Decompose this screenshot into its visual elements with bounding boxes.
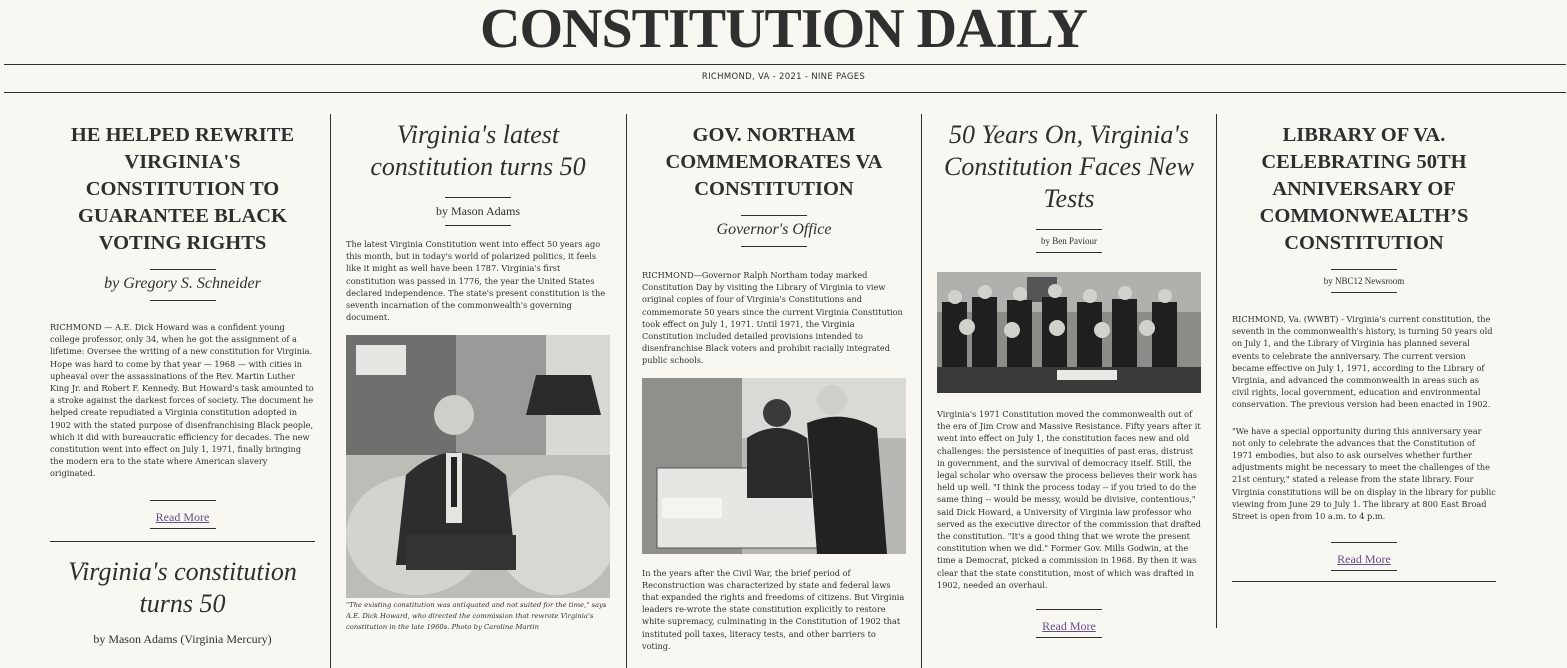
article-photo <box>642 378 906 554</box>
article-body: The latest Virginia Constitution went into effect 50 years ago this month, but in today's world of polarized politics, it feels like it might as well have been 1787. Virginia's first constitution was passed in 1776, the year the United States declared independence. The state's present constitution is the seventh incarnation of the commonwealth's governing document. <box>346 239 606 323</box>
divider <box>1036 252 1102 253</box>
divider <box>445 225 511 226</box>
article-headline: 50 Years On, Virginia's Constitution Faces New Tests <box>944 120 1194 213</box>
article-body: In the years after the Civil War, the brief period of Reconstruction was characterized by state and federal laws that expanded the rights and freedoms of citizens. But Virginia leaders re-wrote the state constitution explicitly to restore white supremacy, culminating in the Constitution of 1902 that instituted poll taxes, literacy tests, and other barriers to voting. <box>642 567 905 651</box>
article-byline: Governor's Office <box>716 221 832 238</box>
column-divider <box>626 114 627 668</box>
article-headline: GOV. NORTHAM COMMEMORATES VA CONSTITUTION <box>665 124 883 200</box>
article-byline: by Mason Adams (Virginia Mercury) <box>93 631 272 646</box>
column-divider <box>330 114 331 668</box>
portrait-photo <box>346 335 610 598</box>
divider <box>1036 229 1102 230</box>
divider <box>1331 269 1397 270</box>
divider <box>150 269 216 270</box>
divider <box>1331 292 1397 293</box>
divider <box>1036 637 1102 638</box>
governor-photo <box>642 378 906 554</box>
article-column-4 <box>937 114 1201 668</box>
read-more-link[interactable]: Read More <box>1042 619 1096 634</box>
article-body: RICHMOND, Va. (WWBT) - Virginia's current constitution, the seventh in the commonwealth's history, is turning 50 years old on July 1, and the Library of Virginia has planned several events to celebrate the anniversary. The current version became effective on July 1, 1971, according to the Library of Virginia, and advanced the commonwealth in areas such as civil rights, local government, education and environmental conservation. The previous version had been enacted in 1902. <box>1232 314 1493 410</box>
read-more-link[interactable]: Read More <box>155 509 210 524</box>
section-rule <box>1232 581 1496 582</box>
article-photo <box>937 272 1201 393</box>
article-byline: by Ben Paviour <box>1041 236 1097 246</box>
article-column-5 <box>1232 114 1496 668</box>
article-headline: LIBRARY OF VA. CELEBRATING 50TH ANNIVERSARY OF COMMONWEALTH’S CONSTITUTION <box>1259 124 1469 254</box>
article-body: "We have a special opportunity during this anniversary year not only to celebrate the advances that the Constitution of 1971 embodies, but also to ask ourselves whether further adjustments might be necessary to meet the challenges of the 21st century," stated a release from the state library. Four Virginia constitutions will be on display in the library for public viewing from June 29 to July 1. The library at 800 East Broad Street is open from 10 a.m. to 4 p.m. <box>1232 425 1496 522</box>
section-rule <box>50 541 315 542</box>
masthead-rule-bottom <box>4 92 1566 93</box>
divider <box>741 246 807 247</box>
divider <box>1331 570 1397 571</box>
divider <box>150 528 216 529</box>
divider <box>150 300 216 301</box>
divider <box>1036 609 1102 610</box>
divider <box>741 215 807 216</box>
divider <box>1331 542 1397 543</box>
masthead-title: CONSTITUTION DAILY <box>480 0 1087 60</box>
commission-photo <box>937 272 1201 393</box>
masthead-subtitle: RICHMOND, VA - 2021 - NINE PAGES <box>701 72 866 82</box>
divider <box>150 500 216 501</box>
column-divider <box>921 114 922 668</box>
article-headline: Virginia's constitution turns 50 <box>68 556 297 618</box>
article-photo <box>346 335 610 598</box>
column-divider <box>1216 114 1217 628</box>
article-column-3 <box>642 114 906 668</box>
article-column-2 <box>346 114 610 668</box>
article-body: RICHMOND—Governor Ralph Northam today marked Constitution Day by visiting the Library of Virginia to view original copies of four of Virginia's Constitutions and commemorate 50 years since the current Virginia Constitution took effect on July 1, 1971. Until 1971, the Virginia Constitution included detailed provisions intended to disenfranchise Black voters and prohibit racially integrated public schools. <box>642 270 903 366</box>
masthead-rule-top <box>4 64 1566 65</box>
article-byline: by NBC12 Newsroom <box>1323 276 1405 286</box>
article-headline: Virginia's latest constitution turns 50 <box>370 120 586 181</box>
article-headline: HE HELPED REWRITE VIRGINIA'S CONSTITUTION TO GUARANTEE BLACK VOTING RIGHTS <box>70 124 295 254</box>
article-byline: by Gregory S. Schneider <box>104 275 261 292</box>
divider <box>445 197 511 198</box>
photo-caption: "The existing constitution was antiquated and not suited for the time," says A.E. Dick Howard, who directed the commission that rewrote Virginia's constitution in the late 1960s. Photo by Caroline Martin <box>346 601 607 632</box>
article-byline: by Mason Adams <box>436 204 520 218</box>
article-column-1 <box>50 114 315 668</box>
article-body: RICHMOND — A.E. Dick Howard was a confident young college professor, only 34, when he got the assignment of a lifetime: Oversee the writing of a new constitution for Virginia. Hope was hard to come by that year — 1968 — with cities in upheaval over the assassinations of the Rev. Martin Luther King Jr. and Robert F. Kennedy. But Howard's task amounted to a stroke against the darkest forces of society. The document he helped create repudiated a Virginia constitution adopted in 1902 with the stated purpose of disenfranchising Black people, which it did with bureaucratic efficiency for decades. The new constitution went into effect on July 1, 1971, finally bringing the modern era to the state where American slavery originated. <box>50 322 314 479</box>
read-more-link[interactable]: Read More <box>1337 552 1391 567</box>
article-body: Virginia's 1971 Constitution moved the commonwealth out of the era of Jim Crow and Massive Resistance. Fifty years after it went into effect on July 1, the constitution faces new and old challenges: the persistence of inequities of past eras, distrust in government, and the survival of democracy itself. Still, the legal scholar who oversaw the process believes their work has held up well. "I think the process today -- if you tried to do the same thing -- would be messy, would be divisive, contentious," said Dick Howard, a University of Virginia law professor who served as the executive director of the commission that drafted the constitution. "It's a good thing that we wrote the present constitution when we did." Former Gov. Mills Godwin, at the time a Democrat, picked a commission in 1968. By then it was clear that the state constitution, most of which was drafted in 1902, needed an overhaul. <box>937 409 1201 590</box>
